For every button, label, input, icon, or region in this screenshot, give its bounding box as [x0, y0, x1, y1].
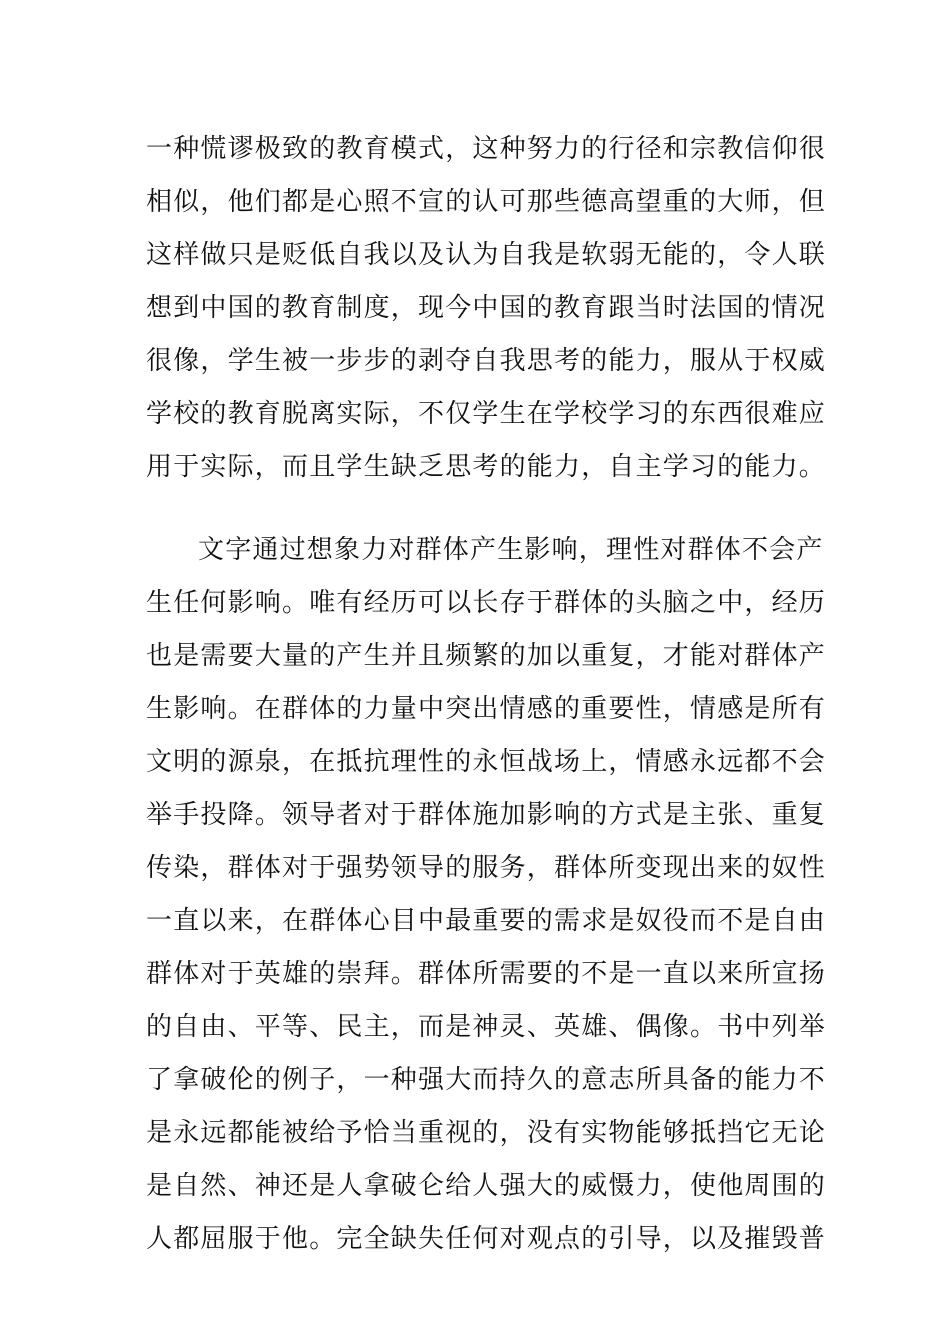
paragraph-line: 一直以来，在群体心目中最重要的需求是奴役而不是自由 — [146, 906, 827, 936]
paragraph-line: 文明的源泉，在抵抗理性的永恒战场上，情感永远都不会 — [146, 747, 827, 777]
paragraph-line: 是永远都能被给予恰当重视的，没有实物能够抵挡它无论 — [146, 1118, 827, 1148]
paragraph-line: 一种慌谬极致的教育模式，这种努力的行径和宗教信仰很 — [146, 134, 827, 164]
paragraph-line: 生任何影响。唯有经历可以长存于群体的头脑之中，经历 — [146, 588, 827, 618]
paragraph-line: 也是需要大量的产生并且频繁的加以重复，才能对群体产 — [146, 641, 827, 671]
paragraph-line: 举手投降。领导者对于群体施加影响的方式是主张、重复 — [146, 800, 827, 830]
paragraph-line: 人都屈服于他。完全缺失任何对观点的引导，以及摧毁普 — [146, 1224, 827, 1254]
paragraph-line: 是自然、神还是人拿破仑给人强大的威慑力，使他周围的 — [146, 1171, 827, 1201]
paragraph-line: 传染，群体对于强势领导的服务，群体所变现出来的奴性 — [146, 853, 827, 883]
paragraph-line: 了拿破伦的例子，一种强大而持久的意志所具备的能力不 — [146, 1065, 827, 1095]
paragraph-line: 很像，学生被一步步的剥夺自我思考的能力，服从于权威 — [146, 346, 827, 376]
paragraph-line: 学校的教育脱离实际，不仅学生在学校学习的东西很难应 — [146, 399, 827, 429]
paragraph-line: 的自由、平等、民主，而是神灵、英雄、偶像。书中列举 — [146, 1012, 827, 1042]
paragraph-line: 生影响。在群体的力量中突出情感的重要性，情感是所有 — [146, 694, 827, 724]
paragraph-line: 想到中国的教育制度，现今中国的教育跟当时法国的情况 — [146, 293, 827, 323]
paragraph-line: 这样做只是贬低自我以及认为自我是软弱无能的，令人联 — [146, 240, 827, 270]
paragraph-line: 用于实际，而且学生缺乏思考的能力，自主学习的能力。 — [146, 452, 827, 482]
paragraph-line: 群体对于英雄的崇拜。群体所需要的不是一直以来所宣扬 — [146, 959, 827, 989]
paragraph-line: 相似，他们都是心照不宣的认可那些德高望重的大师，但 — [146, 187, 827, 217]
paragraph-line: 文字通过想象力对群体产生影响，理性对群体不会产 — [198, 535, 824, 565]
